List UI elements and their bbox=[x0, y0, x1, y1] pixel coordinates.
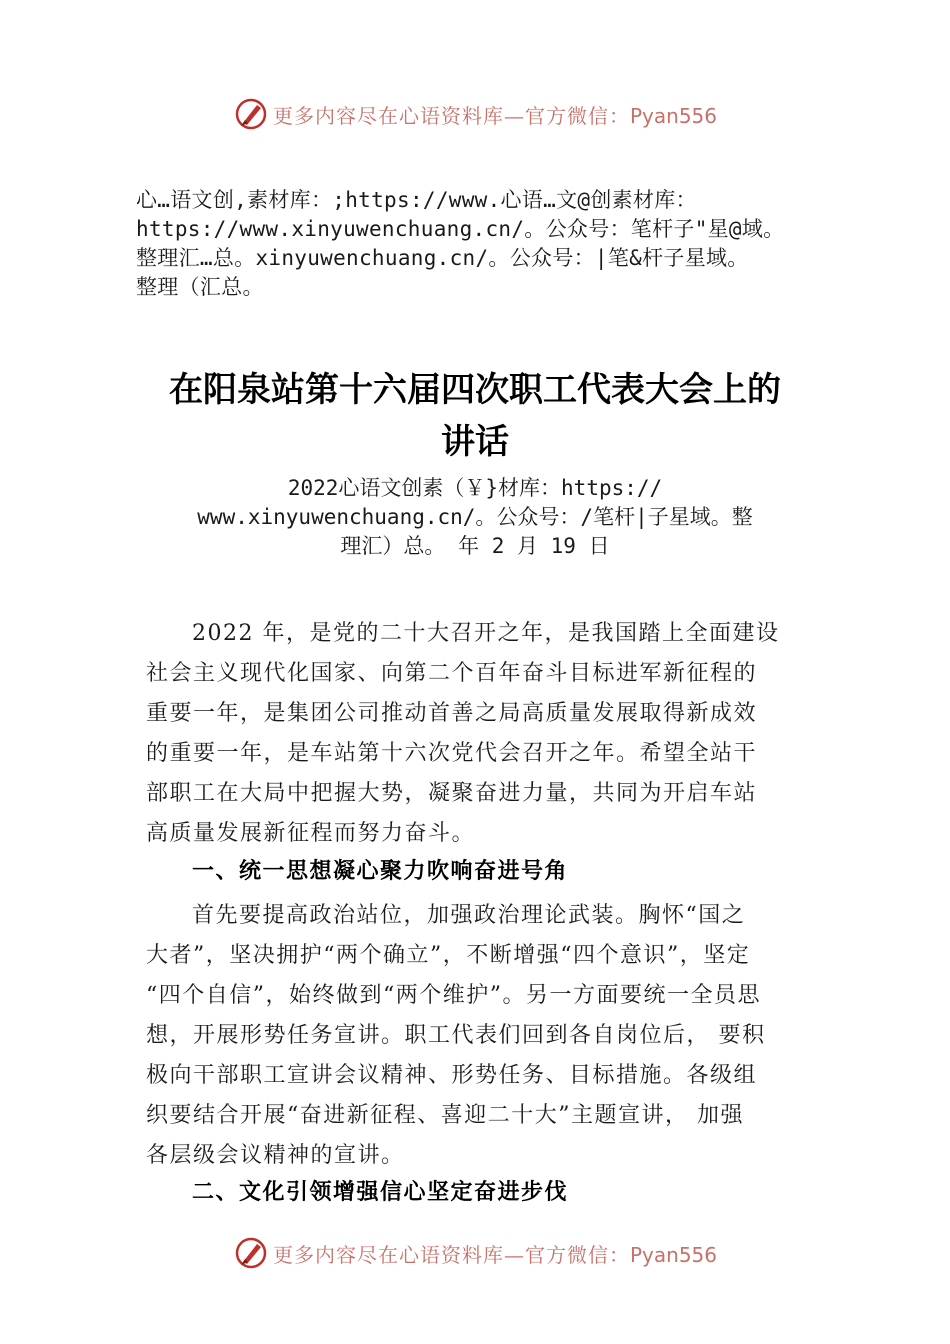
paragraph-line: 社会主义现代化国家、向第二个百年奋斗目标进军新征程的 bbox=[146, 661, 758, 686]
pen-nib-logo-icon bbox=[233, 1235, 269, 1271]
meta-line: 2022心语文创素（￥}材库：https:// bbox=[287, 476, 663, 500]
intro-line: 整理汇…总。xinyuwenchuang.cn/。公众号：|笔&杆子星域。 bbox=[136, 246, 749, 270]
banner-text: 更多内容尽在心语资料库—官方微信：Pyan556 bbox=[272, 1242, 717, 1267]
paragraph-line: 首先要提高政治站位，加强政治理论武装。胸怀“国之 bbox=[192, 903, 746, 928]
section-heading-text: 二、文化引领增强信心坚定奋进步伐 bbox=[192, 1180, 569, 1205]
paragraph-line: 大者”，坚决拥护“两个确立”，不断增强“四个意识”，坚定 bbox=[146, 943, 751, 968]
meta-line: www.xinyuwenchuang.cn/。公众号：/笔杆|子星域。整 bbox=[197, 505, 753, 529]
footer-banner bbox=[0, 1233, 950, 1273]
paragraph-line: 极向干部职工宣讲会议精神、形势任务、目标措施。各级组 bbox=[146, 1063, 758, 1088]
meta-line: 理汇）总。 年 2 月 19 日 bbox=[340, 534, 610, 558]
paragraph-line: “四个自信”，始终做到“两个维护”。另一方面要统一全员思 bbox=[146, 983, 761, 1008]
header-banner bbox=[0, 94, 950, 134]
document-meta bbox=[120, 474, 830, 561]
paragraph-line: 想，开展形势任务宣讲。职工代表们回到各自岗位后， 要积 bbox=[146, 1023, 766, 1048]
paragraph-line: 重要一年，是集团公司推动首善之局高质量发展取得新成效 bbox=[146, 701, 758, 726]
paragraph-line: 2022 年，是党的二十大召开之年，是我国踏上全面建设 bbox=[192, 621, 780, 646]
paragraph-1 bbox=[146, 614, 816, 854]
banner-text: 更多内容尽在心语资料库—官方微信：Pyan556 bbox=[272, 103, 717, 128]
paragraph-line: 各层级会议精神的宣讲。 bbox=[146, 1143, 405, 1168]
paragraph-line: 高质量发展新征程而努力奋斗。 bbox=[146, 821, 476, 846]
pen-nib-logo-icon bbox=[233, 96, 269, 132]
paragraph-line: 部职工在大局中把握大势，凝聚奋进力量，共同为开启车站 bbox=[146, 781, 758, 806]
section-heading-text: 一、统一思想凝心聚力吹响奋进号角 bbox=[192, 859, 569, 884]
section-heading-2 bbox=[146, 1173, 816, 1213]
intro-text bbox=[136, 186, 826, 302]
paragraph-line: 的重要一年，是车站第十六次党代会召开之年。希望全站干 bbox=[146, 741, 758, 766]
paragraph-line: 织要结合开展“奋进新征程、喜迎二十大”主题宣讲， 加强 bbox=[146, 1103, 744, 1128]
intro-line: https://www.xinyuwenchuang.cn/。公众号：笔杆子"星@域。 bbox=[136, 217, 785, 241]
document-title-line-2: 讲话 bbox=[441, 422, 509, 462]
section-heading-1 bbox=[146, 852, 816, 892]
document-title-line-1: 在阳泉站第十六届四次职工代表大会上的 bbox=[169, 370, 781, 410]
intro-line: 心…语文创,素材库：;https://www.心语…文@创素材库： bbox=[136, 188, 697, 212]
paragraph-2 bbox=[146, 896, 816, 1176]
intro-line: 整理（汇总。 bbox=[136, 275, 264, 299]
